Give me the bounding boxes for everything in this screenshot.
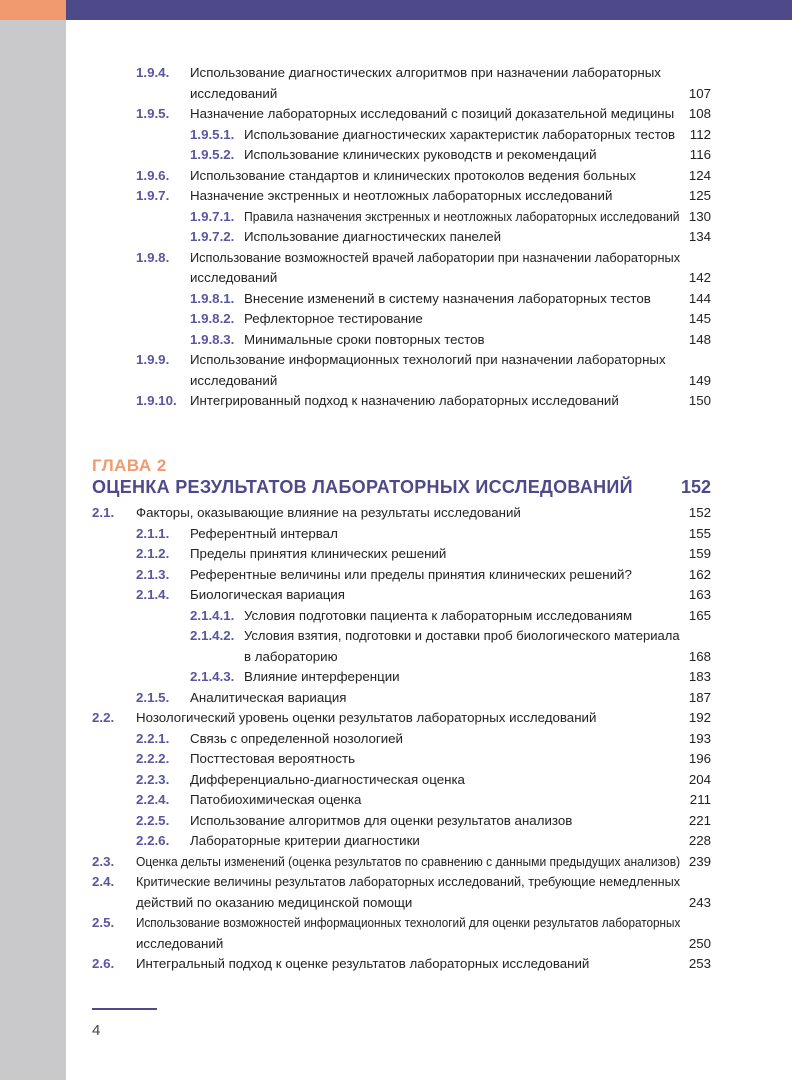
toc-entry-title: Минимальные сроки повторных тестов	[244, 331, 485, 347]
toc-entry-number: 2.6.	[92, 956, 115, 971]
toc-entry-title: Факторы, оказывающие влияние на результаты исследований	[136, 505, 521, 520]
toc-entry-number: 2.1.	[92, 505, 115, 520]
toc-entry-page: 193	[688, 730, 711, 746]
toc-entry-title: Использование информационных технологий при назначении лабораторных	[190, 352, 666, 367]
chapter-title: ОЦЕНКА РЕЗУЛЬТАТОВ ЛАБОРАТОРНЫХ ИССЛЕДОВАНИЙ	[92, 477, 633, 497]
toc-entry-page: 159	[688, 546, 711, 561]
toc-entry-page: 168	[688, 648, 711, 664]
toc-entry-page: 148	[688, 331, 711, 347]
toc-entry-number: 2.2.5.	[136, 812, 170, 828]
toc-entry-page: 162	[688, 566, 711, 582]
toc-entry-number: 1.9.8.3.	[190, 331, 235, 347]
toc-entry-title: в лабораторию	[244, 648, 338, 664]
toc-entry-page: 183	[688, 669, 711, 684]
toc-entry-page: 112	[689, 126, 711, 142]
toc-entry-page: 196	[688, 751, 711, 766]
toc-entry-title: Внесение изменений в систему назначения лабораторных тестов	[244, 290, 651, 306]
toc-entry-page: 192	[688, 710, 711, 725]
chapter-page-number: 152	[680, 477, 711, 497]
toc-entry-title: Использование диагностических алгоритмов при назначении лабораторных	[190, 65, 661, 80]
toc-entry-page: 204	[688, 771, 711, 787]
toc-entry-number: 2.1.2.	[136, 546, 170, 561]
toc-entry-title: действий по оказанию медицинской помощи	[136, 894, 413, 910]
toc-entry-number: 1.9.10.	[136, 393, 177, 408]
toc-entry-title: Биологическая вариация	[190, 587, 345, 602]
toc-entry-title: Лабораторные критерии диагностики	[190, 833, 420, 848]
corner-accent-tab	[0, 0, 66, 20]
toc-entry-number: 1.9.6.	[136, 167, 170, 183]
toc-entry-number: 1.9.5.2.	[190, 147, 235, 162]
toc-entry-title: Использование возможностей информационных технологий для оценки результатов лабораторных	[136, 915, 681, 930]
toc-entry-page: 253	[688, 956, 711, 971]
toc-entry-page: 134	[688, 229, 711, 244]
toc-entry-page: 152	[688, 505, 711, 520]
toc-entry-page: 228	[688, 833, 711, 848]
toc-entry-page: 211	[689, 792, 711, 807]
toc-entry-page: 130	[688, 208, 711, 224]
chapter-label: ГЛАВА 2	[92, 456, 167, 475]
toc-entry-number: 1.9.8.2.	[190, 311, 235, 326]
toc-entry-page: 243	[688, 894, 711, 910]
toc-entry-number: 2.3.	[92, 853, 115, 869]
toc-entry-title: Дифференциально-диагностическая оценка	[190, 771, 465, 787]
toc-entry-title: Использование возможностей врачей лаборатории при назначении лабораторных	[190, 249, 681, 265]
toc-entry-number: 2.2.6.	[136, 833, 170, 848]
toc-entry-title: исследований	[136, 935, 224, 951]
toc-entry-title: Патобиохимическая оценка	[190, 792, 362, 807]
toc-entry-number: 2.1.4.	[136, 587, 170, 602]
toc-entry-page: 142	[688, 270, 711, 285]
toc-entry-page: 145	[688, 311, 711, 326]
toc-entry-number: 1.9.4.	[136, 65, 170, 80]
toc-entry-number: 2.1.4.2.	[190, 628, 235, 643]
toc-entry-title: исследований	[190, 372, 278, 388]
toc-entry-number: 2.2.3.	[136, 771, 170, 787]
toc-entry-title: Референтные величины или пределы принятия клинических решений?	[190, 566, 632, 582]
toc-entry-number: 1.9.7.	[136, 188, 170, 203]
toc-entry-title: Референтный интервал	[190, 525, 338, 541]
toc-entry-number: 2.4.	[92, 874, 115, 889]
toc-entry-number: 1.9.5.	[136, 106, 170, 121]
toc-entry-page: 107	[688, 85, 711, 101]
toc-entry-page: 221	[688, 812, 711, 828]
toc-entry-page: 125	[688, 188, 711, 203]
toc-entry-page: 163	[688, 587, 711, 602]
toc-entry-title: Влияние интерференции	[244, 669, 400, 684]
toc-entry-page: 187	[688, 689, 711, 705]
toc-entry-title: Использование диагностических панелей	[244, 229, 502, 244]
toc-entry-page: 149	[688, 372, 711, 388]
toc-entry-title: Использование алгоритмов для оценки результатов анализов	[190, 812, 573, 828]
toc-entry-page: 165	[688, 607, 711, 623]
toc-entry-title: Использование клинических руководств и рекомендаций	[244, 147, 597, 162]
toc-entry-page: 116	[689, 147, 711, 162]
toc-entry-title: Посттестовая вероятность	[190, 751, 356, 766]
toc-entry-number: 2.1.4.3.	[190, 669, 235, 684]
toc-entry-number: 2.2.1.	[136, 730, 170, 746]
toc-entry-number: 2.1.5.	[136, 689, 170, 705]
left-margin-band	[0, 0, 66, 1080]
header-band	[66, 0, 792, 20]
toc-entry-number: 1.9.8.	[136, 249, 170, 265]
toc-entry-title: Рефлекторное тестирование	[244, 311, 423, 326]
toc-entry-title: Использование диагностических характеристик лабораторных тестов	[244, 126, 676, 142]
toc-entry-page: 155	[688, 525, 711, 541]
footer-rule	[92, 1008, 157, 1010]
toc-entry-number: 2.1.4.1.	[190, 607, 235, 623]
toc-entry-title: Интегральный подход к оценке результатов лабораторных исследований	[136, 956, 590, 971]
toc-entry-page: 250	[688, 935, 711, 951]
toc-entry-title: Нозологический уровень оценки результатов лабораторных исследований	[136, 710, 597, 725]
toc-entry-title: Использование стандартов и клинических протоколов ведения больных	[190, 167, 636, 183]
toc-entry-title: Интегрированный подход к назначению лабораторных исследований	[190, 393, 619, 408]
toc-entry-title: Критические величины результатов лабораторных исследований, требующие немедленных	[136, 874, 681, 889]
toc-entry-number: 2.1.3.	[136, 566, 170, 582]
toc-entry-number: 1.9.7.1.	[190, 208, 235, 224]
toc-entry-number: 2.2.	[92, 710, 115, 725]
toc-entry-number: 2.2.2.	[136, 751, 170, 766]
toc-entry-title: исследований	[190, 85, 278, 101]
toc-entry-number: 2.2.4.	[136, 792, 170, 807]
toc-entry-page: 239	[688, 853, 711, 869]
toc-entry-number: 2.1.1.	[136, 525, 170, 541]
page-number: 4	[92, 1022, 101, 1039]
toc-entry-title: Связь с определенной нозологией	[190, 730, 403, 746]
toc-entry-title: Пределы принятия клинических решений	[190, 546, 447, 561]
toc-entry-number: 1.9.9.	[136, 352, 170, 367]
toc-entry-page: 124	[688, 167, 711, 183]
toc-entry-title: Оценка дельты изменений (оценка результатов по сравнению с данными предыдущих анализов)	[136, 853, 681, 869]
toc-entry-number: 1.9.8.1.	[190, 290, 235, 306]
toc-entry-title: Назначение экстренных и неотложных лабораторных исследований	[190, 188, 613, 203]
toc-entry-page: 150	[688, 393, 711, 408]
toc-entry-number: 2.5.	[92, 915, 115, 930]
toc-entry-page: 108	[688, 106, 711, 121]
toc-entry-title: Назначение лабораторных исследований с позиций доказательной медицины	[190, 106, 675, 121]
toc-entry-number: 1.9.5.1.	[190, 126, 235, 142]
toc-entry-number: 1.9.7.2.	[190, 229, 235, 244]
toc-entry-title: Правила назначения экстренных и неотложных лабораторных исследований	[244, 208, 680, 224]
toc-entry-title: исследований	[190, 270, 278, 285]
toc-entry-page: 144	[688, 290, 711, 306]
toc-entry-title: Условия подготовки пациента к лабораторным исследованиям	[244, 607, 633, 623]
toc-entry-title: Аналитическая вариация	[190, 689, 347, 705]
toc-entry-title: Условия взятия, подготовки и доставки проб биологического материала	[244, 628, 680, 643]
